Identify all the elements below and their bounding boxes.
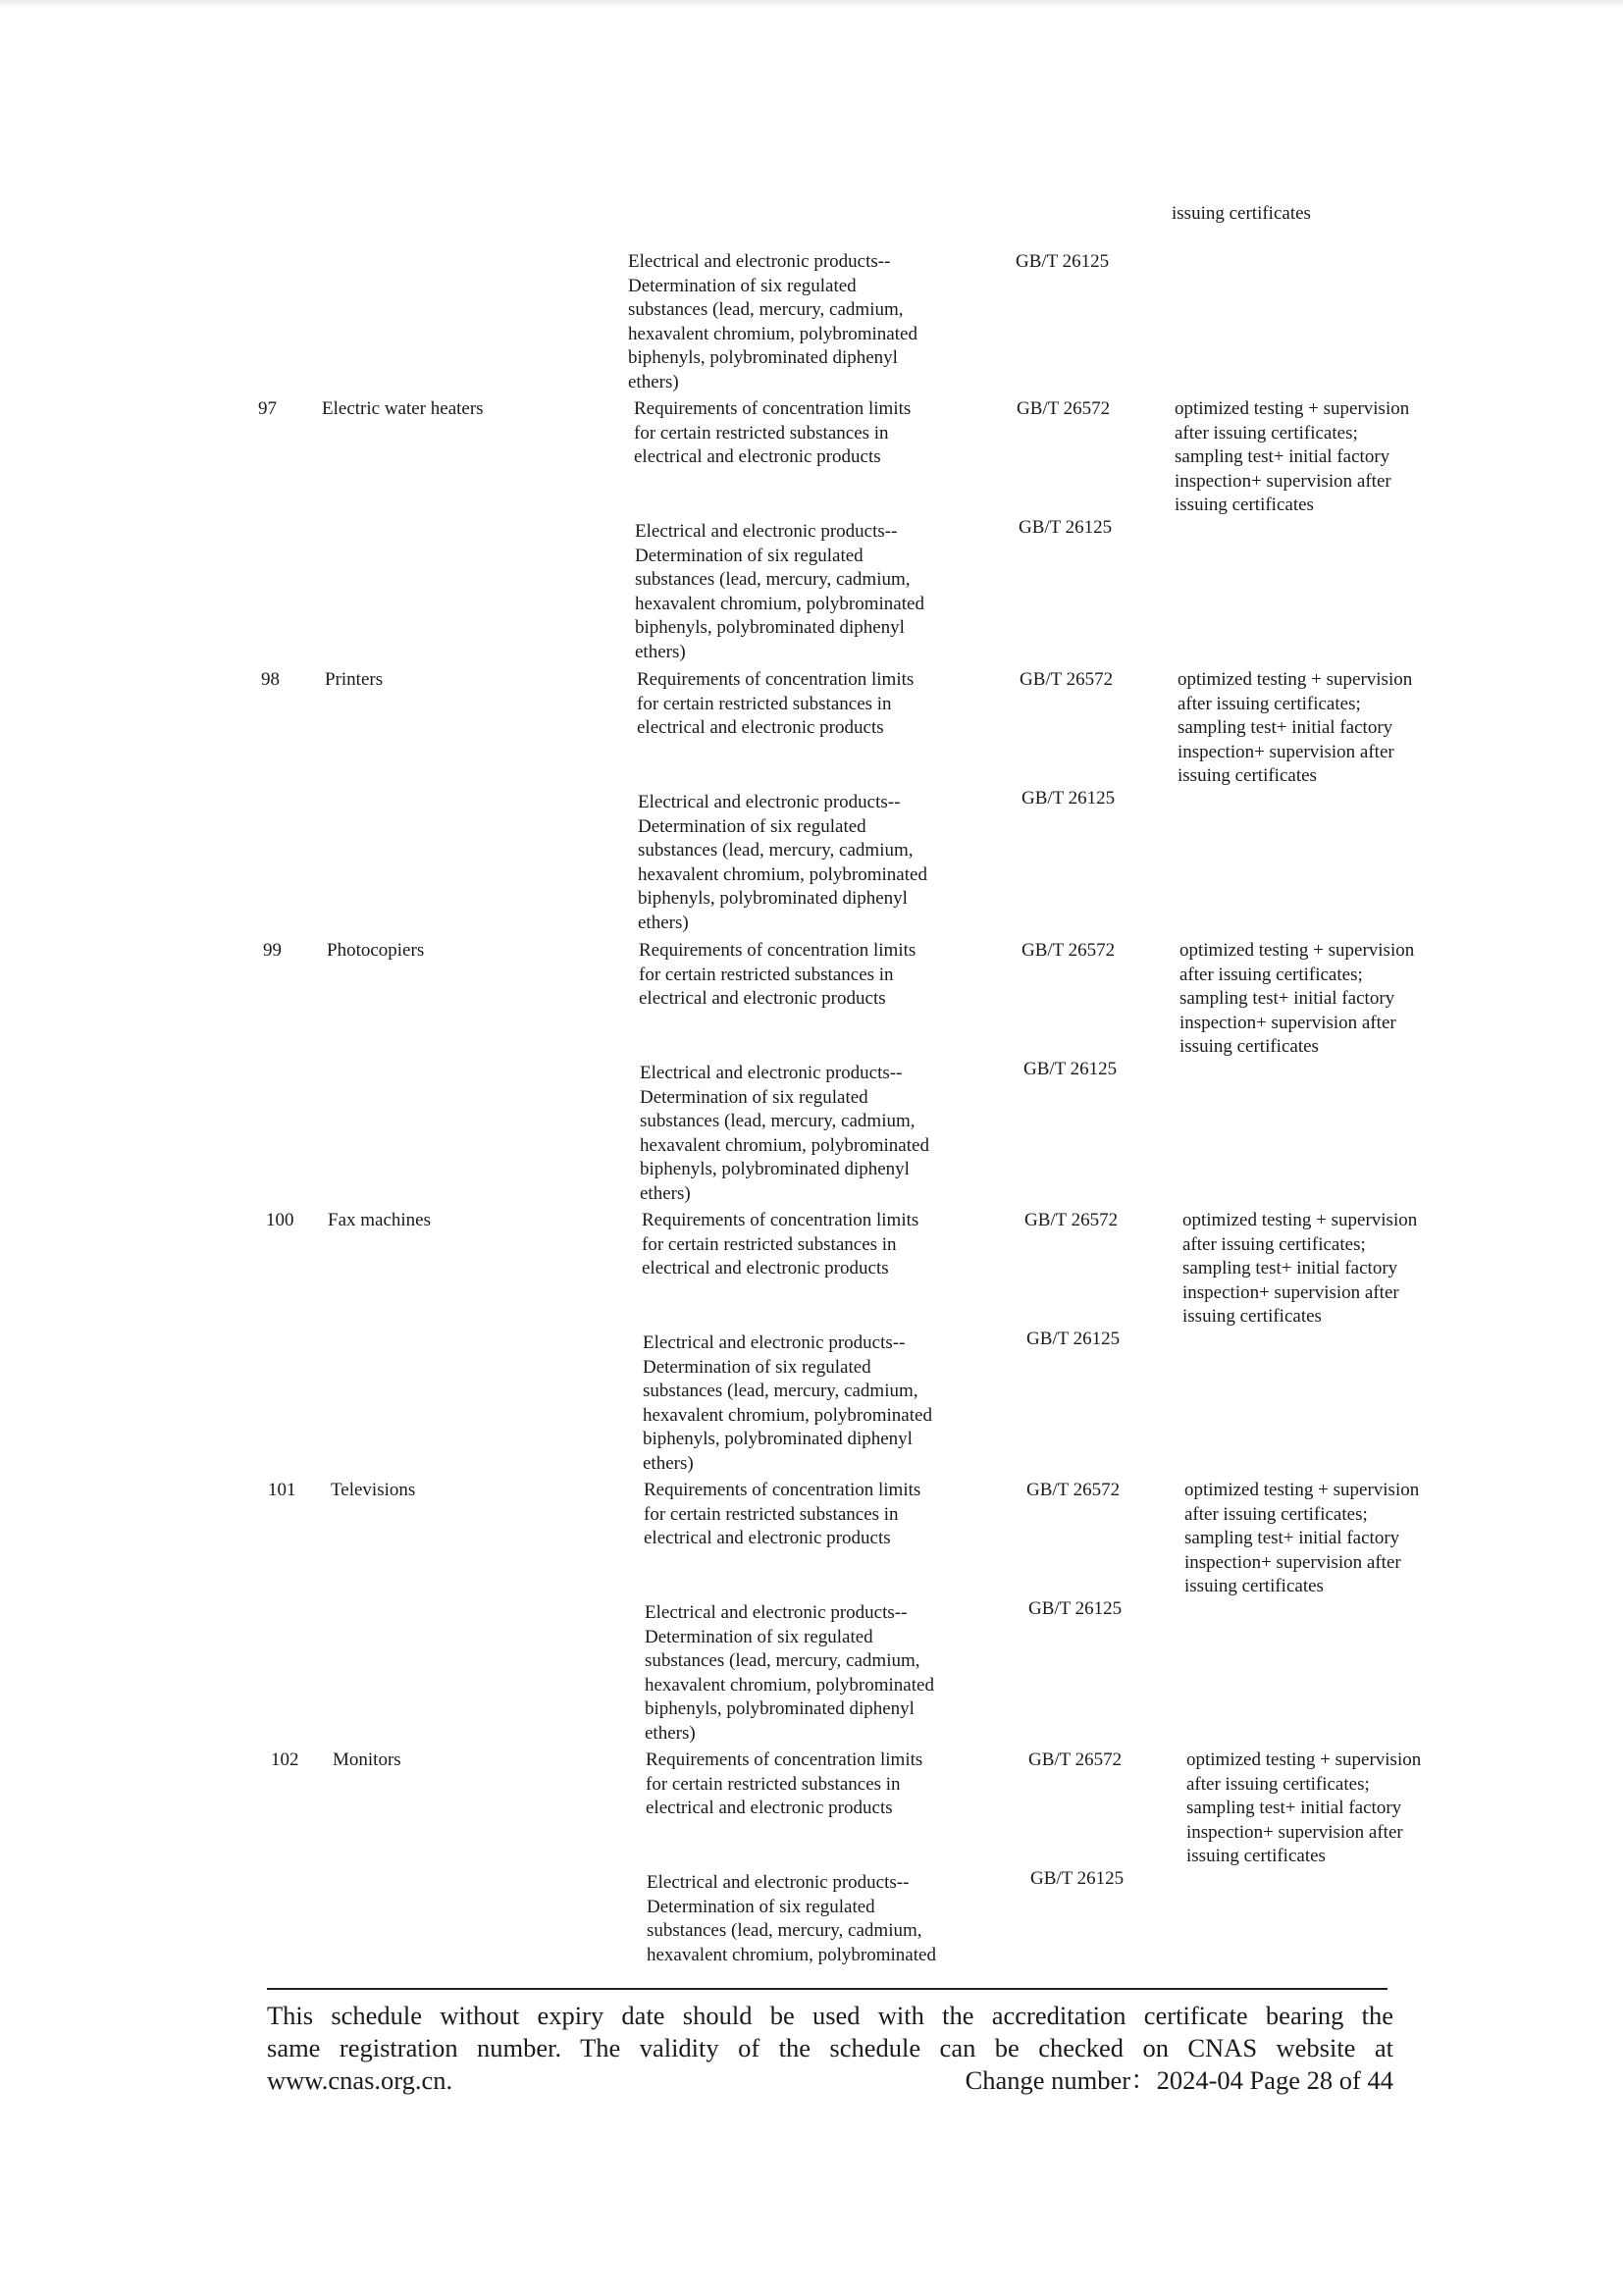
footer-text bbox=[267, 2000, 1393, 2097]
row-number: 100 bbox=[266, 1210, 294, 1230]
requirement-description: Requirements of concentration limits for certain restricted substances in electrical and electronic products bbox=[642, 1210, 919, 1279]
detection-description: Electrical and electronic products-- Determination of six regulated substances (lead, mercury, cadmium, hexavalent chromium, polybrominated biphenyls, polybrominated diphenyl ethers) bbox=[628, 251, 917, 392]
requirement-description: Requirements of concentration limits for certain restricted substances in electrical and electronic products bbox=[644, 1480, 921, 1549]
scan-edge bbox=[0, 0, 1623, 8]
requirement-code: GB/T 26572 bbox=[1017, 398, 1111, 419]
detection-code: GB/T 26125 bbox=[1030, 1868, 1125, 1889]
certification-mode: optimized testing + supervision after issuing certificates; sampling test+ initial factory inspection+ supervision after issuing certificates bbox=[1175, 398, 1410, 516]
detection-code: GB/T 26125 bbox=[1028, 1598, 1123, 1619]
requirement-description: Requirements of concentration limits for certain restricted substances in electrical and electronic products bbox=[637, 669, 915, 739]
footer-change-number: Change number：2024-04 Page 28 of 44 bbox=[965, 2065, 1393, 2095]
row-number: 99 bbox=[263, 940, 282, 961]
detection-description: Electrical and electronic products-- Determination of six regulated substances (lead, mercury, cadmium, hexavalent chromium, polybrominated bbox=[647, 1872, 936, 1965]
product-name: Electric water heaters bbox=[322, 398, 484, 419]
certification-mode: optimized testing + supervision after issuing certificates; sampling test+ initial factory inspection+ supervision after issuing certificates bbox=[1184, 1480, 1420, 1597]
row-number: 102 bbox=[271, 1749, 299, 1770]
requirement-code: GB/T 26572 bbox=[1028, 1749, 1123, 1770]
requirement-code: GB/T 26572 bbox=[1020, 669, 1114, 690]
certification-mode: optimized testing + supervision after issuing certificates; sampling test+ initial factory inspection+ supervision after issuing certificates bbox=[1182, 1210, 1418, 1328]
certification-mode: optimized testing + supervision after issuing certificates; sampling test+ initial factory inspection+ supervision after issuing certificates bbox=[1186, 1749, 1422, 1867]
row-number: 101 bbox=[268, 1480, 296, 1500]
requirement-code: GB/T 26572 bbox=[1024, 1210, 1119, 1230]
footer-rule bbox=[267, 1988, 1387, 1990]
footer-line-2: same registration number. The validity of the schedule can be checked on CNAS website at bbox=[267, 2033, 1393, 2062]
carryover-certification-mode: issuing certificates bbox=[1172, 203, 1311, 224]
requirement-code: GB/T 26572 bbox=[1026, 1480, 1121, 1500]
requirement-description: Requirements of concentration limits for certain restricted substances in electrical and electronic products bbox=[646, 1749, 923, 1819]
footer-website: www.cnas.org.cn. bbox=[267, 2065, 453, 2095]
detection-description: Electrical and electronic products-- Determination of six regulated substances (lead, mercury, cadmium, hexavalent chromium, polybrominated biphenyls, polybrominated diphenyl ethers) bbox=[645, 1602, 934, 1744]
detection-description: Electrical and electronic products-- Determination of six regulated substances (lead, mercury, cadmium, hexavalent chromium, polybrominated biphenyls, polybrominated diphenyl ethers) bbox=[638, 792, 927, 933]
detection-code: GB/T 26125 bbox=[1026, 1329, 1121, 1349]
row-number: 98 bbox=[261, 669, 280, 690]
detection-code: GB/T 26125 bbox=[1023, 1059, 1118, 1079]
certification-mode: optimized testing + supervision after issuing certificates; sampling test+ initial factory inspection+ supervision after issuing certificates bbox=[1179, 940, 1415, 1058]
product-name: Fax machines bbox=[328, 1210, 432, 1230]
requirement-description: Requirements of concentration limits for certain restricted substances in electrical and electronic products bbox=[634, 398, 912, 468]
requirement-description: Requirements of concentration limits for certain restricted substances in electrical and electronic products bbox=[639, 940, 916, 1010]
detection-code: GB/T 26125 bbox=[1019, 517, 1113, 538]
row-number: 97 bbox=[258, 398, 277, 419]
product-name: Monitors bbox=[333, 1749, 401, 1770]
product-name: Printers bbox=[325, 669, 384, 690]
requirement-code: GB/T 26572 bbox=[1021, 940, 1116, 961]
certification-mode: optimized testing + supervision after issuing certificates; sampling test+ initial factory inspection+ supervision after issuing certificates bbox=[1178, 669, 1413, 787]
product-name: Photocopiers bbox=[327, 940, 425, 961]
detection-description: Electrical and electronic products-- Determination of six regulated substances (lead, mercury, cadmium, hexavalent chromium, polybrominated biphenyls, polybrominated diphenyl ethers) bbox=[643, 1332, 932, 1474]
detection-code: GB/T 26125 bbox=[1021, 788, 1116, 809]
detection-description: Electrical and electronic products-- Determination of six regulated substances (lead, mercury, cadmium, hexavalent chromium, polybrominated biphenyls, polybrominated diphenyl ethers) bbox=[635, 521, 924, 662]
footer-line-3 bbox=[267, 2064, 1393, 2097]
detection-code: GB/T 26125 bbox=[1016, 251, 1110, 272]
product-name: Televisions bbox=[331, 1480, 416, 1500]
footer-line-1: This schedule without expiry date should be used with the accreditation certificate bearing the bbox=[267, 2001, 1393, 2030]
detection-description: Electrical and electronic products-- Determination of six regulated substances (lead, mercury, cadmium, hexavalent chromium, polybrominated biphenyls, polybrominated diphenyl ethers) bbox=[640, 1063, 929, 1204]
